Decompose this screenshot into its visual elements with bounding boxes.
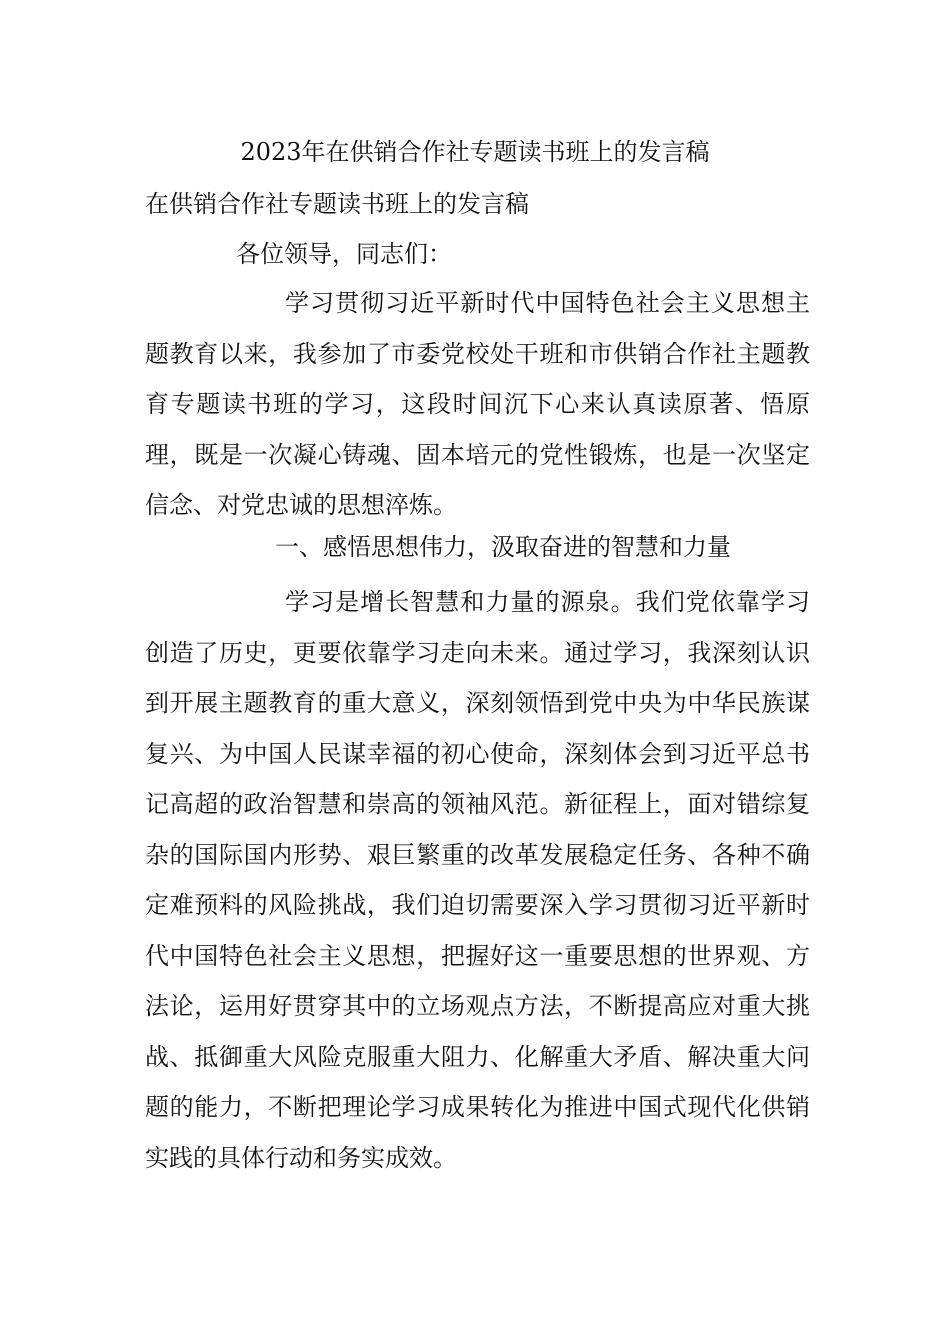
section-heading: 一、感悟思想伟力，汲取奋进的智慧和力量 [275, 533, 731, 561]
intro-paragraph: 学习贯彻习近平新时代中国特色社会主义思想主题教育以来，我参加了市委党校处干班和市供销合作社主题教育专题读书班的学习，这段时间沉下心来认真读原著、悟原理，既是一次凝心铸魂、固本培元的党性锻炼，也是一次坚定信念、对党忠诚的思想淬炼。 [145, 289, 810, 519]
document-subtitle: 在供销合作社专题读书班上的发言稿 [145, 190, 529, 218]
section-paragraph: 学习是增长智慧和力量的源泉。我们党依靠学习创造了历史，更要依靠学习走向未来。通过学习，我深刻认识到开展主题教育的重大意义，深刻领悟到党中央为中华民族谋复兴、为中国人民谋幸福的初心使命，深刻体会到习近平总书记高超的政治智慧和崇高的领袖风范。新征程上，面对错综复杂的国际国内形势、艰巨繁重的改革发展稳定任务、各种不确定难预料的风险挑战，我们迫切需要深入学习贯彻习近平新时代中国特色社会主义思想，把握好这一重要思想的世界观、方法论，运用好贯穿其中的立场观点方法，不断提高应对重大挑战、抵御重大风险克服重大阻力、化解重大矛盾、解决重大问题的能力，不断把理论学习成果转化为推进中国式现代化供销实践的具体行动和务实成效。 [145, 588, 810, 1172]
document-title: 2023年在供销合作社专题读书班上的发言稿 [240, 138, 710, 166]
salutation: 各位领导，同志们： [236, 240, 452, 268]
